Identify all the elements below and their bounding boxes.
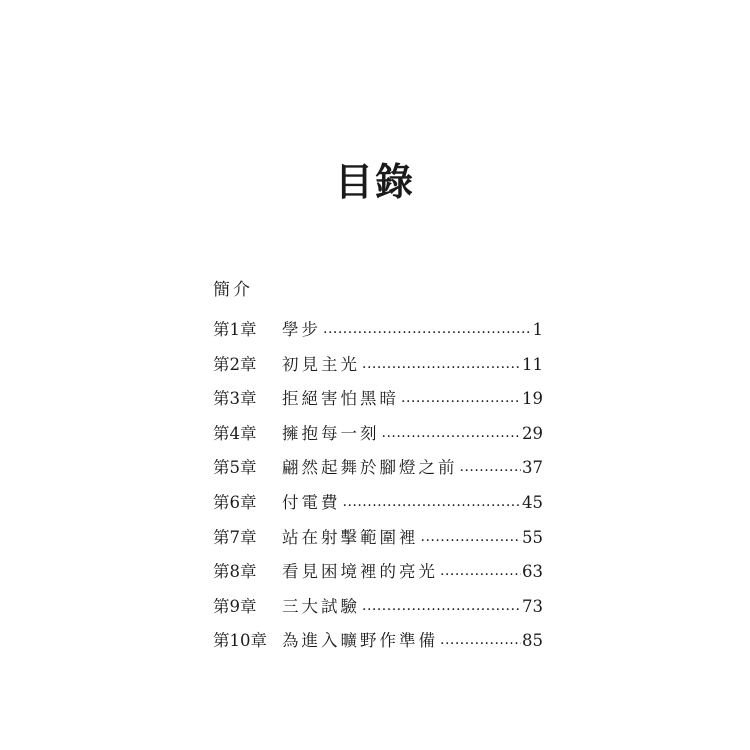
toc-entry	[213, 593, 543, 628]
page-number: 85	[522, 631, 543, 651]
dot-leader	[421, 526, 522, 543]
toc-entry	[213, 627, 543, 662]
dot-leader	[382, 422, 522, 439]
page-number: 19	[522, 389, 543, 409]
chapter-title: 付電費	[282, 492, 341, 512]
toc-entry	[213, 489, 543, 524]
chapter-number: 第9章	[213, 596, 257, 616]
chapter-number: 第6章	[213, 492, 257, 512]
dot-leader	[362, 595, 521, 612]
toc-intro-entry: 簡介	[213, 280, 253, 300]
chapter-title: 看見困境裡的亮光	[282, 562, 438, 582]
dot-leader	[362, 353, 521, 370]
toc-entry	[213, 420, 543, 455]
chapter-title: 為進入曠野作準備	[282, 631, 438, 651]
chapter-number: 第4章	[213, 423, 257, 443]
chapter-title: 三大試驗	[282, 596, 360, 616]
chapter-number: 第8章	[213, 562, 257, 582]
toc-entry	[213, 454, 543, 489]
page-number: 45	[522, 492, 543, 512]
chapter-title: 站在射擊範圍裡	[282, 527, 419, 547]
page-number: 63	[522, 562, 543, 582]
toc-entry	[213, 558, 543, 593]
page-number: 55	[522, 527, 543, 547]
chapter-title: 翩然起舞於腳燈之前	[282, 458, 458, 478]
chapter-number: 第7章	[213, 527, 257, 547]
toc-entry	[213, 351, 543, 386]
dot-leader	[343, 491, 522, 508]
page-number: 29	[522, 423, 543, 443]
page-title: 目錄	[334, 160, 415, 204]
chapter-number: 第5章	[213, 458, 257, 478]
chapter-title: 拒絕害怕黑暗	[282, 389, 399, 409]
chapter-title: 初見主光	[282, 354, 360, 374]
chapter-number: 第10章	[213, 631, 267, 651]
chapter-number: 第1章	[213, 320, 257, 339]
dot-leader	[440, 561, 521, 578]
dot-leader	[401, 388, 521, 405]
toc-entry	[213, 385, 543, 420]
chapter-title: 擁抱每一刻	[282, 423, 380, 443]
table-of-contents	[213, 316, 543, 662]
page-number: 11	[522, 354, 543, 374]
page-number: 73	[522, 596, 543, 616]
dot-leader	[440, 630, 521, 647]
toc-entry	[213, 316, 543, 351]
chapter-number: 第3章	[213, 389, 257, 409]
page-number: 37	[522, 458, 543, 478]
toc-entry	[213, 524, 543, 559]
dot-leader	[323, 319, 532, 336]
page-number: 1	[532, 320, 543, 339]
chapter-title: 學步	[282, 320, 321, 339]
dot-leader	[460, 457, 522, 474]
chapter-number: 第2章	[213, 354, 257, 374]
